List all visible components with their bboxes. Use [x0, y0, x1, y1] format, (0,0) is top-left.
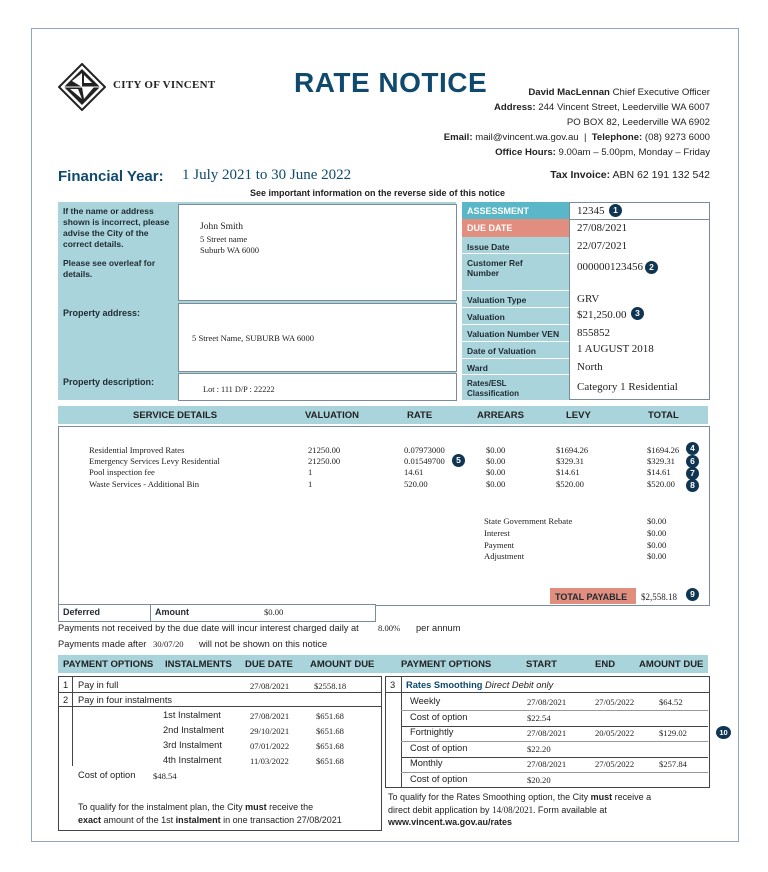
smoothing-frequency: Weekly — [410, 696, 441, 706]
adjustment-label: Payment — [484, 540, 515, 550]
left-inner-divider — [72, 706, 73, 766]
smoothing-cost-value: $20.20 — [527, 775, 551, 785]
rate-col-header: RATE — [407, 410, 433, 421]
label-divider — [462, 253, 569, 254]
smoothing-end: 27/05/2022 — [595, 697, 635, 707]
property-desc: Lot : 111 D/P : 22222 — [203, 385, 275, 394]
ceo-title: Chief Executive Officer — [612, 87, 710, 98]
not-shown-note: will not be shown on this notice — [199, 639, 328, 649]
smoothing-amount: $257.84 — [659, 759, 687, 769]
smoothing-qualify-note — [388, 791, 708, 829]
service-col-header: SERVICE DETAILS — [133, 410, 218, 421]
service-arrears: $0.00 — [486, 456, 506, 466]
abn-value: ABN 62 191 132 542 — [612, 169, 710, 181]
service-valuation: 21250.00 — [308, 456, 341, 466]
issue-date-value: 22/07/2021 — [577, 240, 628, 252]
valuation-date-label: Date of Valuation — [467, 346, 536, 356]
qualify-must: must — [245, 802, 267, 812]
arrears-col-header: ARREARS — [477, 410, 524, 421]
adjustment-value: $0.00 — [647, 528, 667, 538]
smoothing-qualify-date: 14/08/2021. — [492, 804, 536, 815]
badge-5: 5 — [452, 454, 465, 467]
service-levy: $1694.26 — [556, 445, 589, 455]
due-date-value: 27/08/2021 — [577, 222, 628, 234]
left-due-date-col: DUE DATE — [245, 659, 293, 670]
left-num-divider — [72, 676, 73, 706]
ward-label: Ward — [467, 363, 488, 373]
valuation-col-header: VALUATION — [305, 410, 360, 421]
service-total: $329.31 — [647, 456, 675, 466]
smoothing-qualify-1: To qualify for the Rates Smoothing option, the City — [388, 792, 589, 802]
option3-label: Rates Smoothing — [406, 680, 483, 690]
service-total: $1694.26 — [647, 445, 680, 455]
financial-year-period: 1 July 2021 to 30 June 2022 — [182, 167, 352, 183]
service-name: Waste Services - Additional Bin — [89, 479, 200, 489]
smoothing-start: 27/08/2021 — [527, 697, 567, 707]
option3-title — [406, 680, 553, 690]
property-address-label: Property address: — [63, 308, 141, 318]
smoothing-row-divider — [401, 772, 708, 773]
owner-name: John Smith — [200, 222, 244, 232]
deferred-divider — [150, 604, 151, 622]
deferred-row — [58, 604, 376, 622]
left-cost-label: Cost of option — [78, 770, 136, 780]
interest-note: Payments not received by the due date will incur interest charged daily at — [58, 623, 359, 633]
levy-col-header: LEVY — [566, 410, 591, 421]
service-name: Emergency Services Levy Residential — [89, 456, 220, 466]
left-cost-value: $48.54 — [153, 771, 177, 781]
assessment-label: ASSESSMENT — [467, 206, 530, 216]
label-divider — [462, 290, 569, 291]
service-valuation: 1 — [308, 467, 313, 477]
name-notice: If the name or address shown is incorrect, please advise the City of the correct details. — [63, 206, 170, 249]
right-row-divider — [385, 692, 710, 693]
smoothing-qualify-3: direct debit application by — [388, 804, 490, 815]
valuation-type-label: Valuation Type — [467, 295, 527, 305]
badge-2: 2 — [645, 261, 658, 274]
label-divider — [462, 324, 569, 325]
valuation-number-label: Valuation Number VEN — [467, 329, 560, 339]
issue-date-label: Issue Date — [467, 242, 510, 252]
left-amount-col: AMOUNT DUE — [310, 659, 375, 670]
option2-label: Pay in four instalments — [78, 695, 173, 705]
smoothing-cost-label: Cost of option — [410, 774, 468, 784]
address-line1: 244 Vincent Street, Leederville WA 6007 — [538, 102, 710, 113]
option1-number: 1 — [63, 680, 69, 690]
smoothing-cost-value: $22.54 — [527, 713, 551, 723]
instalment-date: 07/01/2022 — [250, 741, 290, 751]
address-line2: PO BOX 82, Leederville WA 6902 — [566, 117, 710, 128]
valuation-value: $21,250.00 — [577, 309, 627, 321]
right-start-col: START — [526, 659, 557, 670]
instalment-label: 3rd Instalment — [163, 740, 222, 750]
right-amount-col: AMOUNT DUE — [639, 659, 704, 670]
badge-8: 8 — [686, 479, 699, 492]
service-levy: $520.00 — [556, 479, 584, 489]
qualify-date: 27/08/2021 — [296, 815, 342, 825]
valuation-type-value: GRV — [577, 293, 600, 305]
hours-value: 9.00am – 5.00pm, Monday – Friday — [558, 147, 710, 158]
smoothing-cost-label: Cost of option — [410, 743, 468, 753]
smoothing-qualify-2: receive a — [614, 792, 652, 802]
instalment-amount: $651.68 — [316, 756, 344, 766]
adjustment-label: State Government Rebate — [484, 516, 573, 526]
hours-label: Office Hours: — [495, 147, 556, 158]
service-rate: 14.61 — [404, 467, 424, 477]
page-title: RATE NOTICE — [294, 67, 488, 98]
due-date-label: DUE DATE — [467, 223, 513, 233]
reverse-note: See important information on the reverse side of this notice — [250, 188, 506, 198]
deferred-amount: $0.00 — [264, 607, 284, 617]
smoothing-amount: $129.02 — [659, 728, 687, 738]
adjustment-value: $0.00 — [647, 551, 667, 561]
customer-ref-label: Customer Ref Number — [467, 258, 523, 278]
smoothing-frequency: Monthly — [410, 758, 443, 768]
smoothing-qualify-must: must — [590, 792, 613, 802]
qualify-text-1: To qualify for the instalment plan, the City — [78, 802, 243, 812]
option1-label: Pay in full — [78, 680, 119, 690]
total-payable-value: $2,558.18 — [641, 592, 677, 602]
instalment-date: 29/10/2021 — [250, 726, 290, 736]
service-valuation: 1 — [308, 479, 313, 489]
tax-invoice — [550, 169, 710, 181]
instalment-amount: $651.68 — [316, 726, 344, 736]
instalment-label: 1st Instalment — [163, 710, 221, 720]
label-divider — [462, 374, 569, 375]
left-options-col: PAYMENT OPTIONS — [63, 659, 154, 670]
after-note: Payments made after — [58, 639, 147, 649]
deferred-label: Deferred — [63, 607, 101, 617]
contact-block: David MacLennan Chief Executive Officer Address: 244 Vincent Street, Leederville WA 6007 PO BOX 82, Leederville WA 6902 Email: mail@vincent.wa.gov.au | Telephone: (08) 9273 6000 Office Hours: 9.00am – 5.00pm, Monday – Friday — [443, 87, 710, 158]
valuation-date-value: 1 AUGUST 2018 — [577, 343, 654, 355]
adjustment-value: $0.00 — [647, 516, 667, 526]
service-arrears: $0.00 — [486, 445, 506, 455]
adjustment-label: Adjustment — [484, 551, 525, 561]
telephone-label: Telephone: — [591, 132, 643, 143]
badge-9: 9 — [686, 588, 699, 601]
smoothing-start: 27/08/2021 — [527, 759, 567, 769]
ward-value: North — [577, 361, 603, 373]
instalment-date: 11/03/2022 — [250, 756, 289, 766]
label-divider — [462, 307, 569, 308]
financial-year-label: Financial Year: — [58, 168, 164, 185]
adjustment-value: $0.00 — [647, 540, 667, 550]
badge-6: 6 — [686, 455, 699, 468]
service-levy: $329.31 — [556, 456, 584, 466]
qualify-text-2: receive the — [269, 802, 314, 812]
badge-10: 10 — [716, 726, 731, 739]
instalment-qualify-note — [78, 801, 378, 827]
smoothing-qualify-4: Form available at — [537, 804, 607, 815]
telephone-value: (08) 9273 6000 — [644, 132, 710, 143]
service-levy: $14.61 — [556, 467, 580, 477]
smoothing-end: 27/05/2022 — [595, 759, 635, 769]
email-label: Email: — [443, 132, 473, 143]
option1-date: 27/08/2021 — [250, 681, 290, 691]
property-desc-label: Property description: — [63, 377, 155, 387]
option3-sub: Direct Debit only — [485, 680, 554, 690]
interest-rate: 8.00% — [378, 623, 401, 633]
smoothing-group-divider — [401, 757, 708, 758]
badge-1: 1 — [609, 204, 622, 217]
smoothing-row-divider — [401, 710, 708, 711]
email-link[interactable]: mail@vincent.wa.gov.au — [475, 132, 579, 143]
property-address: 5 Street Name, SUBURB WA 6000 — [192, 333, 315, 343]
service-rate: 520.00 — [404, 479, 428, 489]
council-logo — [58, 63, 106, 111]
classification-value: Category 1 Residential — [577, 381, 678, 393]
address-label: Address: — [494, 102, 536, 113]
council-name: CITY OF VINCENT — [113, 79, 216, 91]
valuation-number-value: 855852 — [577, 327, 610, 339]
label-divider — [462, 341, 569, 342]
label-divider — [462, 358, 569, 359]
smoothing-frequency: Fortnightly — [410, 727, 454, 737]
per-annum: per annum — [416, 623, 461, 633]
total-payable-label: TOTAL PAYABLE — [555, 592, 628, 602]
instalment-label: 2nd Instalment — [163, 725, 224, 735]
smoothing-amount: $64.52 — [659, 697, 683, 707]
instalment-date: 27/08/2021 — [250, 711, 290, 721]
instalment-amount: $651.68 — [316, 711, 344, 721]
left-row-divider — [58, 706, 382, 707]
option2-number: 2 — [63, 695, 69, 705]
owner-street: 5 Street name — [200, 234, 248, 244]
service-arrears: $0.00 — [486, 467, 506, 477]
rates-url[interactable]: www.vincent.wa.gov.au/rates — [388, 817, 513, 827]
service-arrears: $0.00 — [486, 479, 506, 489]
assessment-value: 12345 — [577, 205, 605, 217]
smoothing-row-divider — [401, 741, 708, 742]
service-valuation: 21250.00 — [308, 445, 341, 455]
ceo-name: David MacLennan — [528, 87, 610, 98]
valuation-label: Valuation — [467, 312, 505, 322]
right-options-col: PAYMENT OPTIONS — [401, 659, 492, 670]
badge-3: 3 — [631, 307, 644, 320]
smoothing-start: 27/08/2021 — [527, 728, 567, 738]
council-logo-icon — [58, 63, 106, 111]
service-name: Pool inspection fee — [89, 467, 155, 477]
deferred-amount-label: Amount — [155, 607, 189, 617]
customer-ref-value: 000000123456 — [577, 261, 643, 273]
smoothing-end: 20/05/2022 — [595, 728, 635, 738]
option1-amount: $2558.18 — [314, 681, 347, 691]
smoothing-cost-value: $22.20 — [527, 744, 551, 754]
left-instalments-col: INSTALMENTS — [165, 659, 232, 670]
after-date: 30/07/20 — [153, 639, 184, 649]
adjustment-label: Interest — [484, 528, 510, 538]
overleaf-notice: Please see overleaf for details. — [63, 258, 156, 279]
tax-invoice-label: Tax Invoice: — [550, 169, 611, 181]
service-name: Residential Improved Rates — [89, 445, 185, 455]
service-rate: 0.01549700 — [404, 456, 445, 466]
instalment-label: 4th Instalment — [163, 755, 222, 765]
service-total: $14.61 — [647, 467, 671, 477]
badge-7: 7 — [686, 467, 699, 480]
service-total: $520.00 — [647, 479, 675, 489]
option3-number: 3 — [390, 680, 396, 690]
classification-label: Rates/ESL Classification — [467, 379, 520, 398]
qualify-instalment: instalment — [175, 815, 221, 825]
qualify-exact: exact — [78, 815, 102, 825]
total-col-header: TOTAL — [648, 410, 679, 421]
qualify-text-3: amount of the 1st — [103, 815, 174, 825]
owner-suburb: Suburb WA 6000 — [200, 245, 260, 255]
instalment-amount: $651.68 — [316, 741, 344, 751]
right-end-col: END — [595, 659, 616, 670]
smoothing-cost-label: Cost of option — [410, 712, 468, 722]
badge-4: 4 — [686, 442, 699, 455]
qualify-text-4: in one transaction — [223, 815, 295, 825]
left-row-divider — [58, 692, 382, 693]
service-rate: 0.07973000 — [404, 445, 445, 455]
